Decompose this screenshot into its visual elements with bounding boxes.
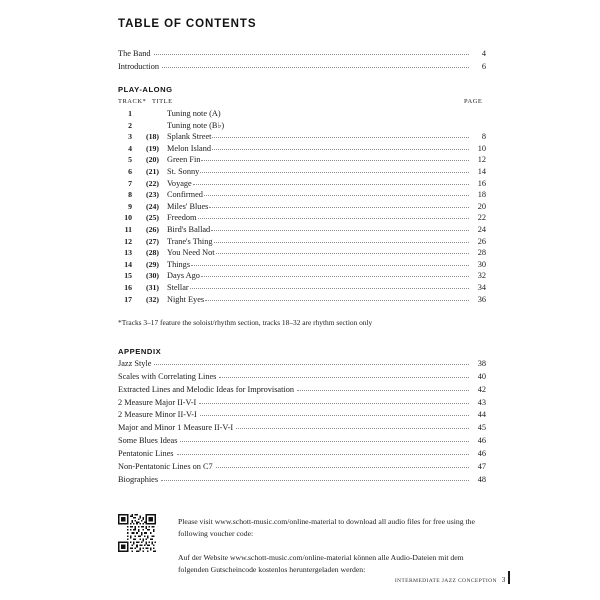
track-number: 2 bbox=[128, 120, 132, 130]
track-number: 5 bbox=[128, 155, 132, 165]
dot-leader bbox=[154, 364, 469, 365]
track-page-number: 30 bbox=[477, 259, 486, 269]
voucher-text-block bbox=[178, 514, 486, 576]
track-row[interactable] bbox=[118, 284, 486, 292]
track-title: Splank Street bbox=[167, 132, 212, 142]
dot-leader bbox=[161, 480, 469, 481]
track-title: Bird's Ballad bbox=[167, 225, 211, 235]
track-row[interactable] bbox=[118, 203, 486, 211]
track-number: 14 bbox=[124, 259, 132, 269]
track-page-number: 34 bbox=[477, 283, 486, 292]
track-number: 6 bbox=[128, 167, 132, 177]
dot-leader bbox=[225, 126, 469, 127]
track-title: Confirmed bbox=[167, 190, 203, 200]
appendix-entry-page: 45 bbox=[477, 423, 486, 433]
track-row[interactable] bbox=[118, 122, 486, 130]
dot-leader bbox=[216, 467, 469, 468]
appendix-entry-page: 43 bbox=[477, 397, 486, 407]
dot-leader bbox=[198, 218, 470, 219]
footer-rule bbox=[508, 571, 510, 584]
track-row[interactable] bbox=[118, 249, 486, 257]
track-row[interactable] bbox=[118, 272, 486, 280]
track-page-number: 22 bbox=[477, 213, 486, 223]
track-alt-number: (27) bbox=[146, 236, 159, 246]
track-title: Things bbox=[167, 259, 191, 269]
appendix-entry-page: 44 bbox=[477, 410, 486, 420]
track-title: Trane's Thing bbox=[167, 236, 213, 246]
track-row[interactable] bbox=[118, 110, 486, 118]
track-alt-number: (30) bbox=[146, 271, 159, 281]
dot-leader bbox=[211, 230, 469, 231]
dot-leader bbox=[236, 428, 469, 429]
voucher-block bbox=[118, 514, 486, 576]
appendix-entry-label: Jazz Style bbox=[118, 358, 152, 368]
track-row[interactable] bbox=[118, 168, 486, 176]
track-alt-number: (28) bbox=[146, 248, 159, 258]
page-footer bbox=[395, 571, 510, 584]
appendix-entry-label: Non-Pentatonic Lines on C7 bbox=[118, 462, 213, 472]
track-page-number: 24 bbox=[477, 225, 486, 235]
track-page-number: 16 bbox=[477, 178, 486, 188]
track-title: Green Fin bbox=[167, 155, 201, 165]
track-alt-number: (18) bbox=[146, 132, 159, 142]
track-alt-number: (22) bbox=[146, 178, 159, 188]
toc-entry-the-band[interactable] bbox=[118, 50, 486, 58]
track-title: Miles' Blues bbox=[167, 201, 209, 211]
dot-leader bbox=[191, 265, 469, 266]
column-header-page: PAGE bbox=[464, 98, 483, 106]
appendix-entry-label: 2 Measure Major II-V-I bbox=[118, 397, 197, 407]
track-alt-number: (31) bbox=[146, 283, 159, 292]
track-number: 9 bbox=[128, 201, 132, 211]
column-header-track: TRACK* bbox=[118, 98, 147, 106]
page-content bbox=[118, 18, 486, 576]
track-page-number: 36 bbox=[477, 294, 486, 304]
section-heading-appendix: APPENDIX bbox=[118, 346, 162, 356]
dot-leader bbox=[216, 253, 469, 254]
voucher-text-english: Please visit www.schott-music.com/online-material to download all audio files for free using the following voucher code: bbox=[178, 517, 475, 539]
track-row[interactable] bbox=[118, 226, 486, 234]
track-page-number: 26 bbox=[477, 236, 486, 246]
track-row[interactable] bbox=[118, 180, 486, 188]
track-row[interactable] bbox=[118, 261, 486, 269]
appendix-entry-label: Major and Minor 1 Measure II-V-I bbox=[118, 423, 234, 433]
track-row[interactable] bbox=[118, 214, 486, 222]
appendix-entry[interactable] bbox=[118, 424, 486, 432]
track-number: 7 bbox=[128, 178, 132, 188]
track-alt-number: (23) bbox=[146, 190, 159, 200]
dot-leader bbox=[205, 300, 469, 301]
appendix-entry[interactable] bbox=[118, 360, 486, 368]
appendix-entry[interactable] bbox=[118, 411, 486, 419]
dot-leader bbox=[209, 207, 469, 208]
track-row[interactable] bbox=[118, 296, 486, 304]
track-title: Days Ago bbox=[167, 271, 200, 281]
track-alt-number: (20) bbox=[146, 155, 159, 165]
dot-leader bbox=[154, 54, 470, 55]
track-title: Tuning note (A) bbox=[167, 109, 221, 119]
track-title: Melon Island bbox=[167, 143, 212, 153]
appendix-entry-page: 47 bbox=[477, 462, 486, 472]
appendix-entry[interactable] bbox=[118, 386, 486, 394]
track-title: Freedom bbox=[167, 213, 197, 223]
appendix-entry[interactable] bbox=[118, 373, 486, 381]
track-page-number: 18 bbox=[477, 190, 486, 200]
track-number: 10 bbox=[124, 213, 132, 223]
track-number: 1 bbox=[128, 109, 132, 119]
dot-leader bbox=[190, 288, 469, 289]
track-alt-number: (29) bbox=[146, 259, 159, 269]
track-title: You Need Not bbox=[167, 248, 215, 258]
track-alt-number: (21) bbox=[146, 167, 159, 177]
track-alt-number: (19) bbox=[146, 143, 159, 153]
appendix-entry-page: 42 bbox=[477, 384, 486, 394]
appendix-entry-label: Extracted Lines and Melodic Ideas for Improvisation bbox=[118, 384, 295, 394]
appendix-entry-label: Some Blues Ideas bbox=[118, 436, 178, 446]
track-number: 11 bbox=[124, 225, 132, 235]
dot-leader bbox=[212, 137, 469, 138]
toc-entry-introduction[interactable] bbox=[118, 63, 486, 71]
dot-leader bbox=[200, 172, 469, 173]
qr-code-icon bbox=[118, 514, 156, 552]
track-number: 3 bbox=[128, 132, 132, 142]
track-number: 13 bbox=[124, 248, 132, 258]
dot-leader bbox=[201, 276, 469, 277]
dot-leader bbox=[200, 415, 469, 416]
appendix-list bbox=[118, 360, 486, 484]
track-row[interactable] bbox=[118, 133, 486, 141]
track-title: Stellar bbox=[167, 283, 189, 292]
track-page-number: 12 bbox=[477, 155, 486, 165]
track-number: 16 bbox=[124, 283, 132, 292]
appendix-entry-page: 48 bbox=[477, 474, 486, 484]
footer-book-title: INTERMEDIATE JAZZ CONCEPTION bbox=[394, 577, 497, 584]
appendix-entry[interactable] bbox=[118, 463, 486, 471]
appendix-entry-page: 40 bbox=[477, 371, 486, 381]
appendix-entry-page: 46 bbox=[477, 436, 486, 446]
dot-leader bbox=[199, 403, 469, 404]
track-alt-number: (25) bbox=[146, 213, 159, 223]
track-page-number: 20 bbox=[477, 201, 486, 211]
appendix-entry-label: 2 Measure Minor II-V-I bbox=[118, 410, 197, 420]
dot-leader bbox=[177, 454, 469, 455]
track-number: 8 bbox=[128, 190, 132, 200]
dot-leader bbox=[204, 195, 469, 196]
track-table-header bbox=[118, 98, 486, 105]
track-title: Voyage bbox=[167, 178, 192, 188]
track-row[interactable] bbox=[118, 156, 486, 164]
appendix-entry-label: Biographies bbox=[118, 474, 159, 484]
track-list bbox=[118, 110, 486, 304]
track-number: 4 bbox=[128, 143, 132, 153]
appendix-entry[interactable] bbox=[118, 450, 486, 458]
track-title: Night Eyes bbox=[167, 294, 205, 304]
track-row[interactable] bbox=[118, 145, 486, 153]
dot-leader bbox=[214, 242, 469, 243]
appendix-entry[interactable] bbox=[118, 399, 486, 407]
voucher-text-german: Auf der Website www.schott-music.com/online-material können alle Audio-Dateien mit dem folgenden Gutscheincode kostenlos heruntergeladen werden: bbox=[178, 553, 464, 575]
track-page-number: 32 bbox=[477, 271, 486, 281]
section-heading-play-along: PLAY-ALONG bbox=[118, 85, 173, 95]
track-page-number: 8 bbox=[481, 132, 486, 142]
track-alt-number: (32) bbox=[146, 294, 159, 304]
dot-leader bbox=[297, 390, 469, 391]
dot-leader bbox=[201, 160, 469, 161]
dot-leader bbox=[193, 184, 469, 185]
column-header-title: TITLE bbox=[152, 98, 173, 106]
track-page-number: 10 bbox=[477, 143, 486, 153]
dot-leader bbox=[162, 67, 469, 68]
track-row[interactable] bbox=[118, 238, 486, 246]
toc-entry-label: The Band bbox=[118, 49, 151, 58]
front-matter-list bbox=[118, 50, 486, 71]
toc-entry-page: 6 bbox=[481, 61, 486, 71]
track-page-number: 28 bbox=[477, 248, 486, 258]
track-number: 12 bbox=[124, 236, 132, 246]
toc-entry-label: Introduction bbox=[118, 61, 160, 71]
appendix-entry[interactable] bbox=[118, 476, 486, 484]
dot-leader bbox=[212, 149, 469, 150]
footer-page-number: 3 bbox=[501, 575, 506, 584]
page-title: TABLE OF CONTENTS bbox=[118, 18, 257, 30]
appendix-entry-page: 38 bbox=[477, 358, 486, 368]
dot-leader bbox=[219, 377, 469, 378]
toc-entry-page: 4 bbox=[481, 49, 486, 58]
track-page-number: 14 bbox=[477, 167, 486, 177]
track-title: St. Sonny bbox=[167, 167, 200, 177]
track-footnote: *Tracks 3–17 feature the soloist/rhythm section, tracks 18–32 are rhythm section only bbox=[118, 317, 373, 327]
appendix-entry-label: Pentatonic Lines bbox=[118, 449, 174, 459]
track-row[interactable] bbox=[118, 191, 486, 199]
track-title: Tuning note (B♭) bbox=[167, 120, 225, 130]
appendix-entry-page: 46 bbox=[477, 449, 486, 459]
track-number: 15 bbox=[124, 271, 132, 281]
track-alt-number: (24) bbox=[146, 201, 159, 211]
appendix-entry[interactable] bbox=[118, 437, 486, 445]
dot-leader bbox=[222, 114, 469, 115]
dot-leader bbox=[180, 441, 469, 442]
track-number: 17 bbox=[124, 294, 132, 304]
track-alt-number: (26) bbox=[146, 225, 159, 235]
appendix-entry-label: Scales with Correlating Lines bbox=[118, 371, 217, 381]
